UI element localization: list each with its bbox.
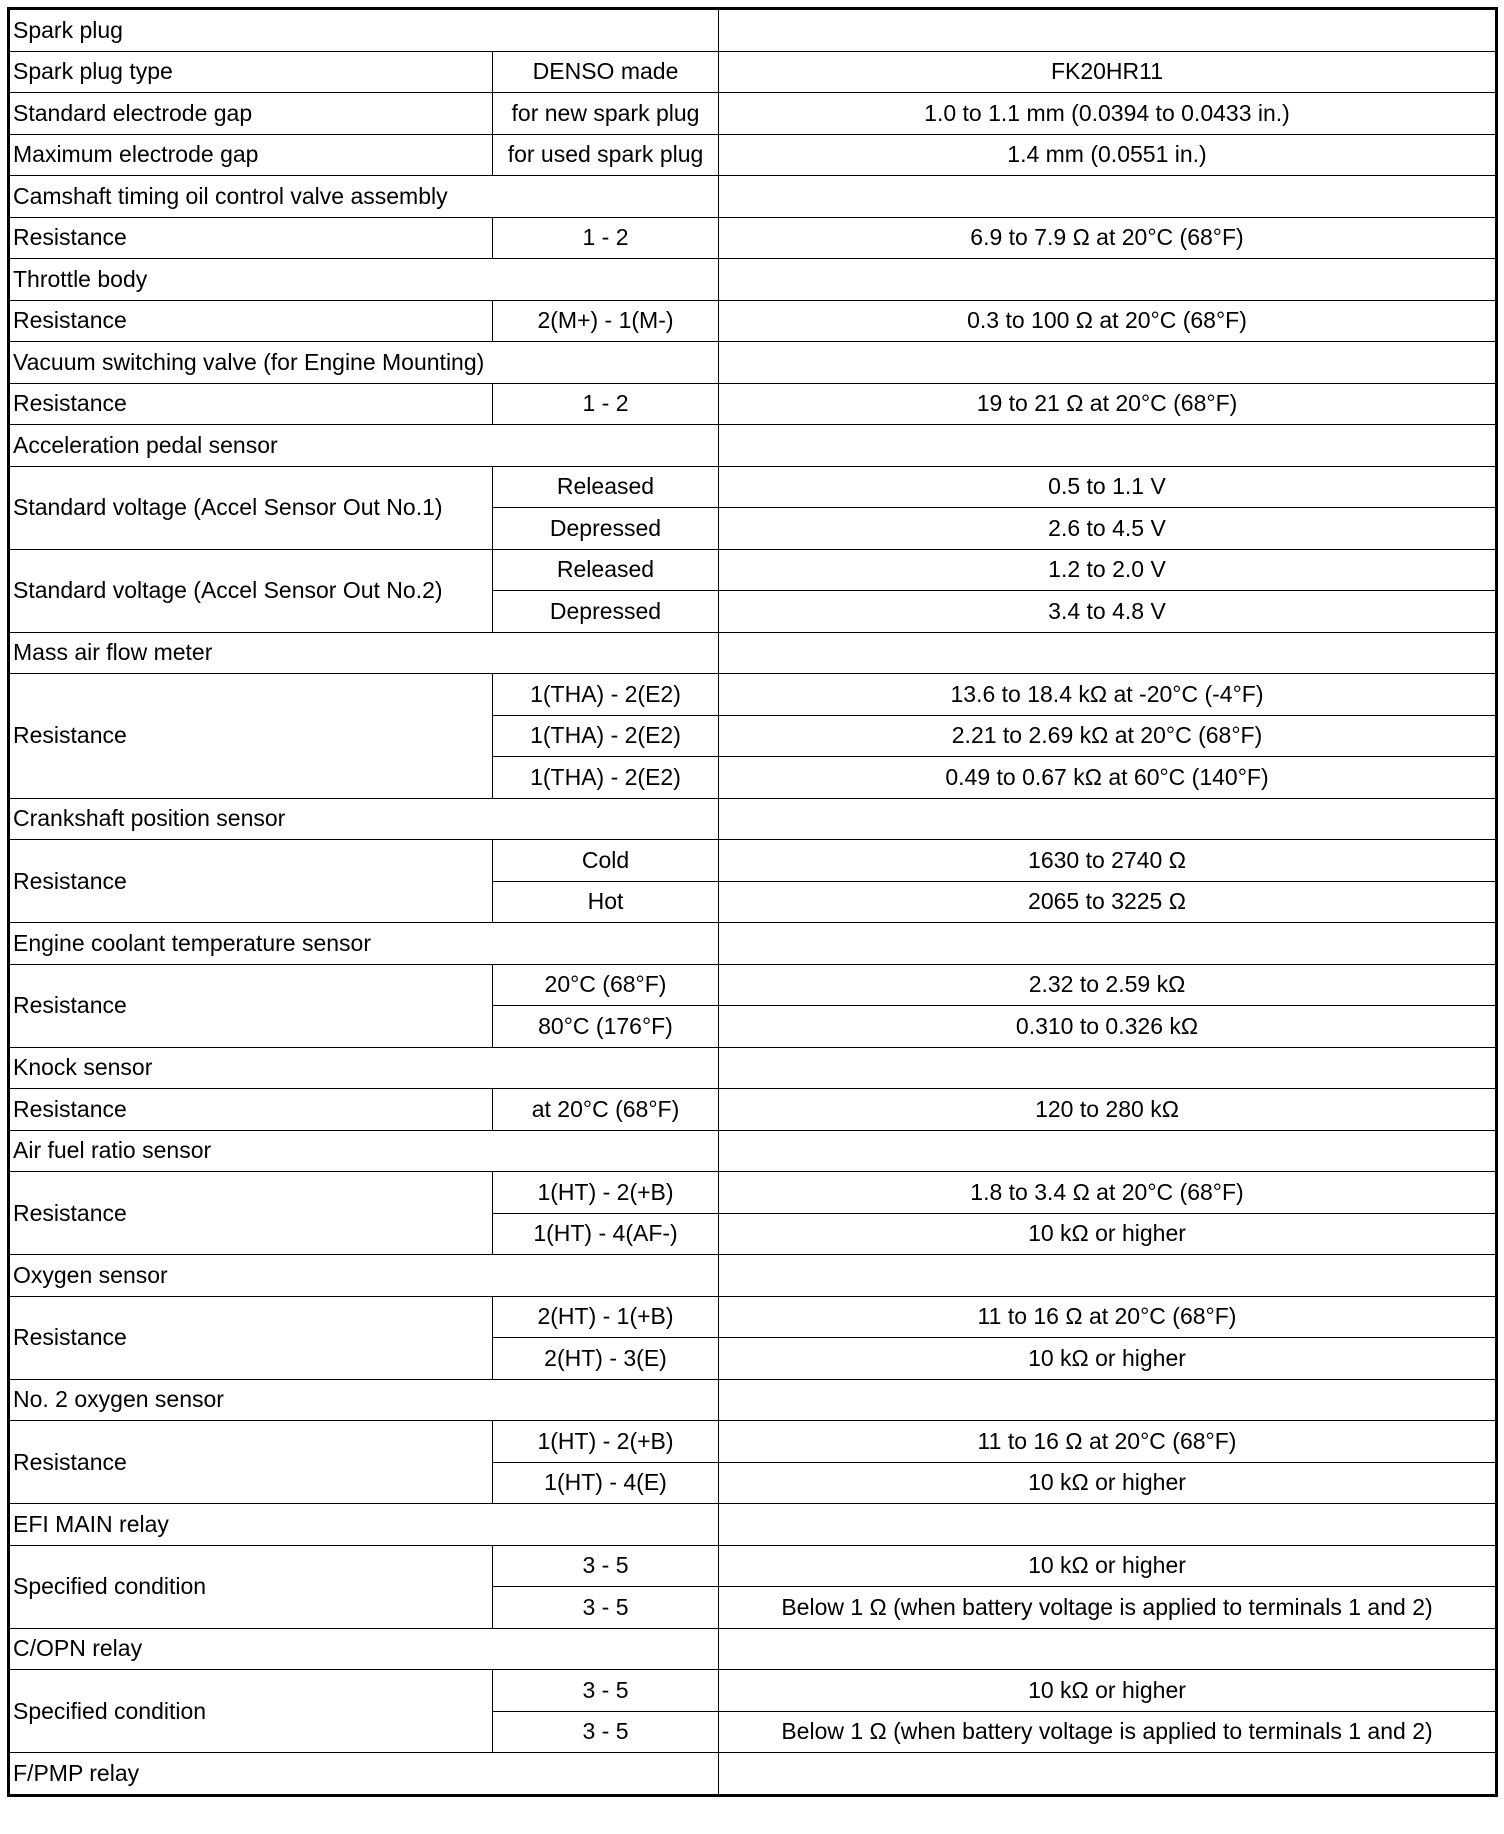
spec-row bbox=[9, 1172, 1497, 1214]
section-header-row bbox=[9, 9, 1497, 52]
spec-condition: 2(M+) - 1(M-) bbox=[493, 300, 719, 342]
section-header-row bbox=[9, 632, 1497, 674]
section-empty-cell bbox=[719, 176, 1497, 218]
spec-table bbox=[7, 7, 1498, 1797]
spec-row bbox=[9, 840, 1497, 882]
section-title: F/PMP relay bbox=[9, 1753, 719, 1796]
spec-value: Below 1 Ω (when battery voltage is applied to terminals 1 and 2) bbox=[719, 1711, 1497, 1753]
spec-item-label: Resistance bbox=[9, 1296, 493, 1379]
spec-item-label: Specified condition bbox=[9, 1545, 493, 1628]
spec-value: 10 kΩ or higher bbox=[719, 1213, 1497, 1255]
section-empty-cell bbox=[719, 632, 1497, 674]
section-header-row bbox=[9, 176, 1497, 218]
spec-value: 3.4 to 4.8 V bbox=[719, 591, 1497, 633]
spec-item-label: Specified condition bbox=[9, 1670, 493, 1753]
spec-condition: 1(THA) - 2(E2) bbox=[493, 674, 719, 716]
section-title: Spark plug bbox=[9, 9, 719, 52]
section-empty-cell bbox=[719, 342, 1497, 384]
section-title: No. 2 oxygen sensor bbox=[9, 1379, 719, 1421]
spec-value: 2.21 to 2.69 kΩ at 20°C (68°F) bbox=[719, 715, 1497, 757]
spec-item-label: Standard voltage (Accel Sensor Out No.1) bbox=[9, 466, 493, 549]
spec-row bbox=[9, 1421, 1497, 1463]
section-title: Acceleration pedal sensor bbox=[9, 425, 719, 467]
spec-table-body bbox=[9, 9, 1497, 1796]
section-title: Crankshaft position sensor bbox=[9, 798, 719, 840]
spec-row bbox=[9, 51, 1497, 93]
spec-value: 0.3 to 100 Ω at 20°C (68°F) bbox=[719, 300, 1497, 342]
spec-value: 6.9 to 7.9 Ω at 20°C (68°F) bbox=[719, 217, 1497, 259]
spec-condition: 3 - 5 bbox=[493, 1587, 719, 1629]
spec-value: 0.49 to 0.67 kΩ at 60°C (140°F) bbox=[719, 757, 1497, 799]
spec-value: 11 to 16 Ω at 20°C (68°F) bbox=[719, 1296, 1497, 1338]
spec-value: 2.32 to 2.59 kΩ bbox=[719, 964, 1497, 1006]
section-empty-cell bbox=[719, 1379, 1497, 1421]
spec-row bbox=[9, 674, 1497, 716]
section-header-row bbox=[9, 798, 1497, 840]
spec-row bbox=[9, 1089, 1497, 1131]
section-header-row bbox=[9, 1379, 1497, 1421]
spec-value: 1.2 to 2.0 V bbox=[719, 549, 1497, 591]
section-header-row bbox=[9, 1047, 1497, 1089]
spec-condition: 20°C (68°F) bbox=[493, 964, 719, 1006]
section-title: Knock sensor bbox=[9, 1047, 719, 1089]
section-title: Engine coolant temperature sensor bbox=[9, 923, 719, 965]
spec-row bbox=[9, 383, 1497, 425]
spec-row bbox=[9, 1670, 1497, 1712]
section-empty-cell bbox=[719, 1753, 1497, 1796]
spec-item-label: Spark plug type bbox=[9, 51, 493, 93]
section-empty-cell bbox=[719, 9, 1497, 52]
section-title: Mass air flow meter bbox=[9, 632, 719, 674]
spec-item-label: Maximum electrode gap bbox=[9, 134, 493, 176]
spec-condition: Hot bbox=[493, 881, 719, 923]
spec-row bbox=[9, 217, 1497, 259]
section-empty-cell bbox=[719, 1628, 1497, 1670]
section-empty-cell bbox=[719, 259, 1497, 301]
spec-value: 13.6 to 18.4 kΩ at -20°C (-4°F) bbox=[719, 674, 1497, 716]
spec-condition: Cold bbox=[493, 840, 719, 882]
section-title: C/OPN relay bbox=[9, 1628, 719, 1670]
section-empty-cell bbox=[719, 425, 1497, 467]
spec-value: 2.6 to 4.5 V bbox=[719, 508, 1497, 550]
spec-condition: 3 - 5 bbox=[493, 1670, 719, 1712]
section-header-row bbox=[9, 1255, 1497, 1297]
section-header-row bbox=[9, 259, 1497, 301]
spec-item-label: Resistance bbox=[9, 1421, 493, 1504]
spec-condition: 1(THA) - 2(E2) bbox=[493, 715, 719, 757]
section-header-row bbox=[9, 923, 1497, 965]
section-title: Throttle body bbox=[9, 259, 719, 301]
spec-item-label: Resistance bbox=[9, 674, 493, 799]
spec-row bbox=[9, 1296, 1497, 1338]
spec-condition: at 20°C (68°F) bbox=[493, 1089, 719, 1131]
spec-value: 10 kΩ or higher bbox=[719, 1545, 1497, 1587]
spec-condition: Released bbox=[493, 549, 719, 591]
spec-value: 1.8 to 3.4 Ω at 20°C (68°F) bbox=[719, 1172, 1497, 1214]
section-title: Camshaft timing oil control valve assembly bbox=[9, 176, 719, 218]
section-empty-cell bbox=[719, 1130, 1497, 1172]
spec-value: 1.4 mm (0.0551 in.) bbox=[719, 134, 1497, 176]
spec-value: 120 to 280 kΩ bbox=[719, 1089, 1497, 1131]
spec-row bbox=[9, 549, 1497, 591]
spec-value: 10 kΩ or higher bbox=[719, 1462, 1497, 1504]
section-title: Air fuel ratio sensor bbox=[9, 1130, 719, 1172]
spec-condition: 2(HT) - 1(+B) bbox=[493, 1296, 719, 1338]
section-empty-cell bbox=[719, 798, 1497, 840]
spec-condition: 1(THA) - 2(E2) bbox=[493, 757, 719, 799]
spec-value: 11 to 16 Ω at 20°C (68°F) bbox=[719, 1421, 1497, 1463]
spec-condition: Depressed bbox=[493, 508, 719, 550]
spec-row bbox=[9, 134, 1497, 176]
spec-row bbox=[9, 1545, 1497, 1587]
spec-condition: 1(HT) - 4(E) bbox=[493, 1462, 719, 1504]
spec-condition: Depressed bbox=[493, 591, 719, 633]
spec-condition: 1(HT) - 2(+B) bbox=[493, 1172, 719, 1214]
spec-condition: for new spark plug bbox=[493, 93, 719, 135]
spec-item-label: Resistance bbox=[9, 840, 493, 923]
spec-item-label: Standard electrode gap bbox=[9, 93, 493, 135]
section-title: Vacuum switching valve (for Engine Mounting) bbox=[9, 342, 719, 384]
spec-row bbox=[9, 964, 1497, 1006]
spec-item-label: Resistance bbox=[9, 1172, 493, 1255]
spec-condition: 1(HT) - 2(+B) bbox=[493, 1421, 719, 1463]
spec-row bbox=[9, 466, 1497, 508]
spec-value: 19 to 21 Ω at 20°C (68°F) bbox=[719, 383, 1497, 425]
spec-condition: 80°C (176°F) bbox=[493, 1006, 719, 1048]
spec-value: 10 kΩ or higher bbox=[719, 1670, 1497, 1712]
spec-value: Below 1 Ω (when battery voltage is applied to terminals 1 and 2) bbox=[719, 1587, 1497, 1629]
spec-value: 0.5 to 1.1 V bbox=[719, 466, 1497, 508]
section-title: EFI MAIN relay bbox=[9, 1504, 719, 1546]
spec-item-label: Resistance bbox=[9, 964, 493, 1047]
section-header-row bbox=[9, 1628, 1497, 1670]
section-header-row bbox=[9, 425, 1497, 467]
spec-row bbox=[9, 300, 1497, 342]
spec-condition: 3 - 5 bbox=[493, 1711, 719, 1753]
spec-value: 1630 to 2740 Ω bbox=[719, 840, 1497, 882]
section-empty-cell bbox=[719, 1255, 1497, 1297]
spec-item-label: Resistance bbox=[9, 217, 493, 259]
section-header-row bbox=[9, 1753, 1497, 1796]
spec-condition: DENSO made bbox=[493, 51, 719, 93]
spec-condition: 3 - 5 bbox=[493, 1545, 719, 1587]
spec-value: 2065 to 3225 Ω bbox=[719, 881, 1497, 923]
spec-condition: for used spark plug bbox=[493, 134, 719, 176]
spec-condition: 2(HT) - 3(E) bbox=[493, 1338, 719, 1380]
spec-item-label: Resistance bbox=[9, 1089, 493, 1131]
section-header-row bbox=[9, 1130, 1497, 1172]
spec-value: FK20HR11 bbox=[719, 51, 1497, 93]
spec-item-label: Resistance bbox=[9, 383, 493, 425]
spec-value: 1.0 to 1.1 mm (0.0394 to 0.0433 in.) bbox=[719, 93, 1497, 135]
spec-item-label: Resistance bbox=[9, 300, 493, 342]
spec-value: 0.310 to 0.326 kΩ bbox=[719, 1006, 1497, 1048]
spec-row bbox=[9, 93, 1497, 135]
section-empty-cell bbox=[719, 1504, 1497, 1546]
section-title: Oxygen sensor bbox=[9, 1255, 719, 1297]
spec-condition: 1 - 2 bbox=[493, 217, 719, 259]
spec-condition: 1 - 2 bbox=[493, 383, 719, 425]
spec-condition: 1(HT) - 4(AF-) bbox=[493, 1213, 719, 1255]
spec-condition: Released bbox=[493, 466, 719, 508]
section-empty-cell bbox=[719, 923, 1497, 965]
section-header-row bbox=[9, 1504, 1497, 1546]
spec-value: 10 kΩ or higher bbox=[719, 1338, 1497, 1380]
section-header-row bbox=[9, 342, 1497, 384]
section-empty-cell bbox=[719, 1047, 1497, 1089]
spec-item-label: Standard voltage (Accel Sensor Out No.2) bbox=[9, 549, 493, 632]
